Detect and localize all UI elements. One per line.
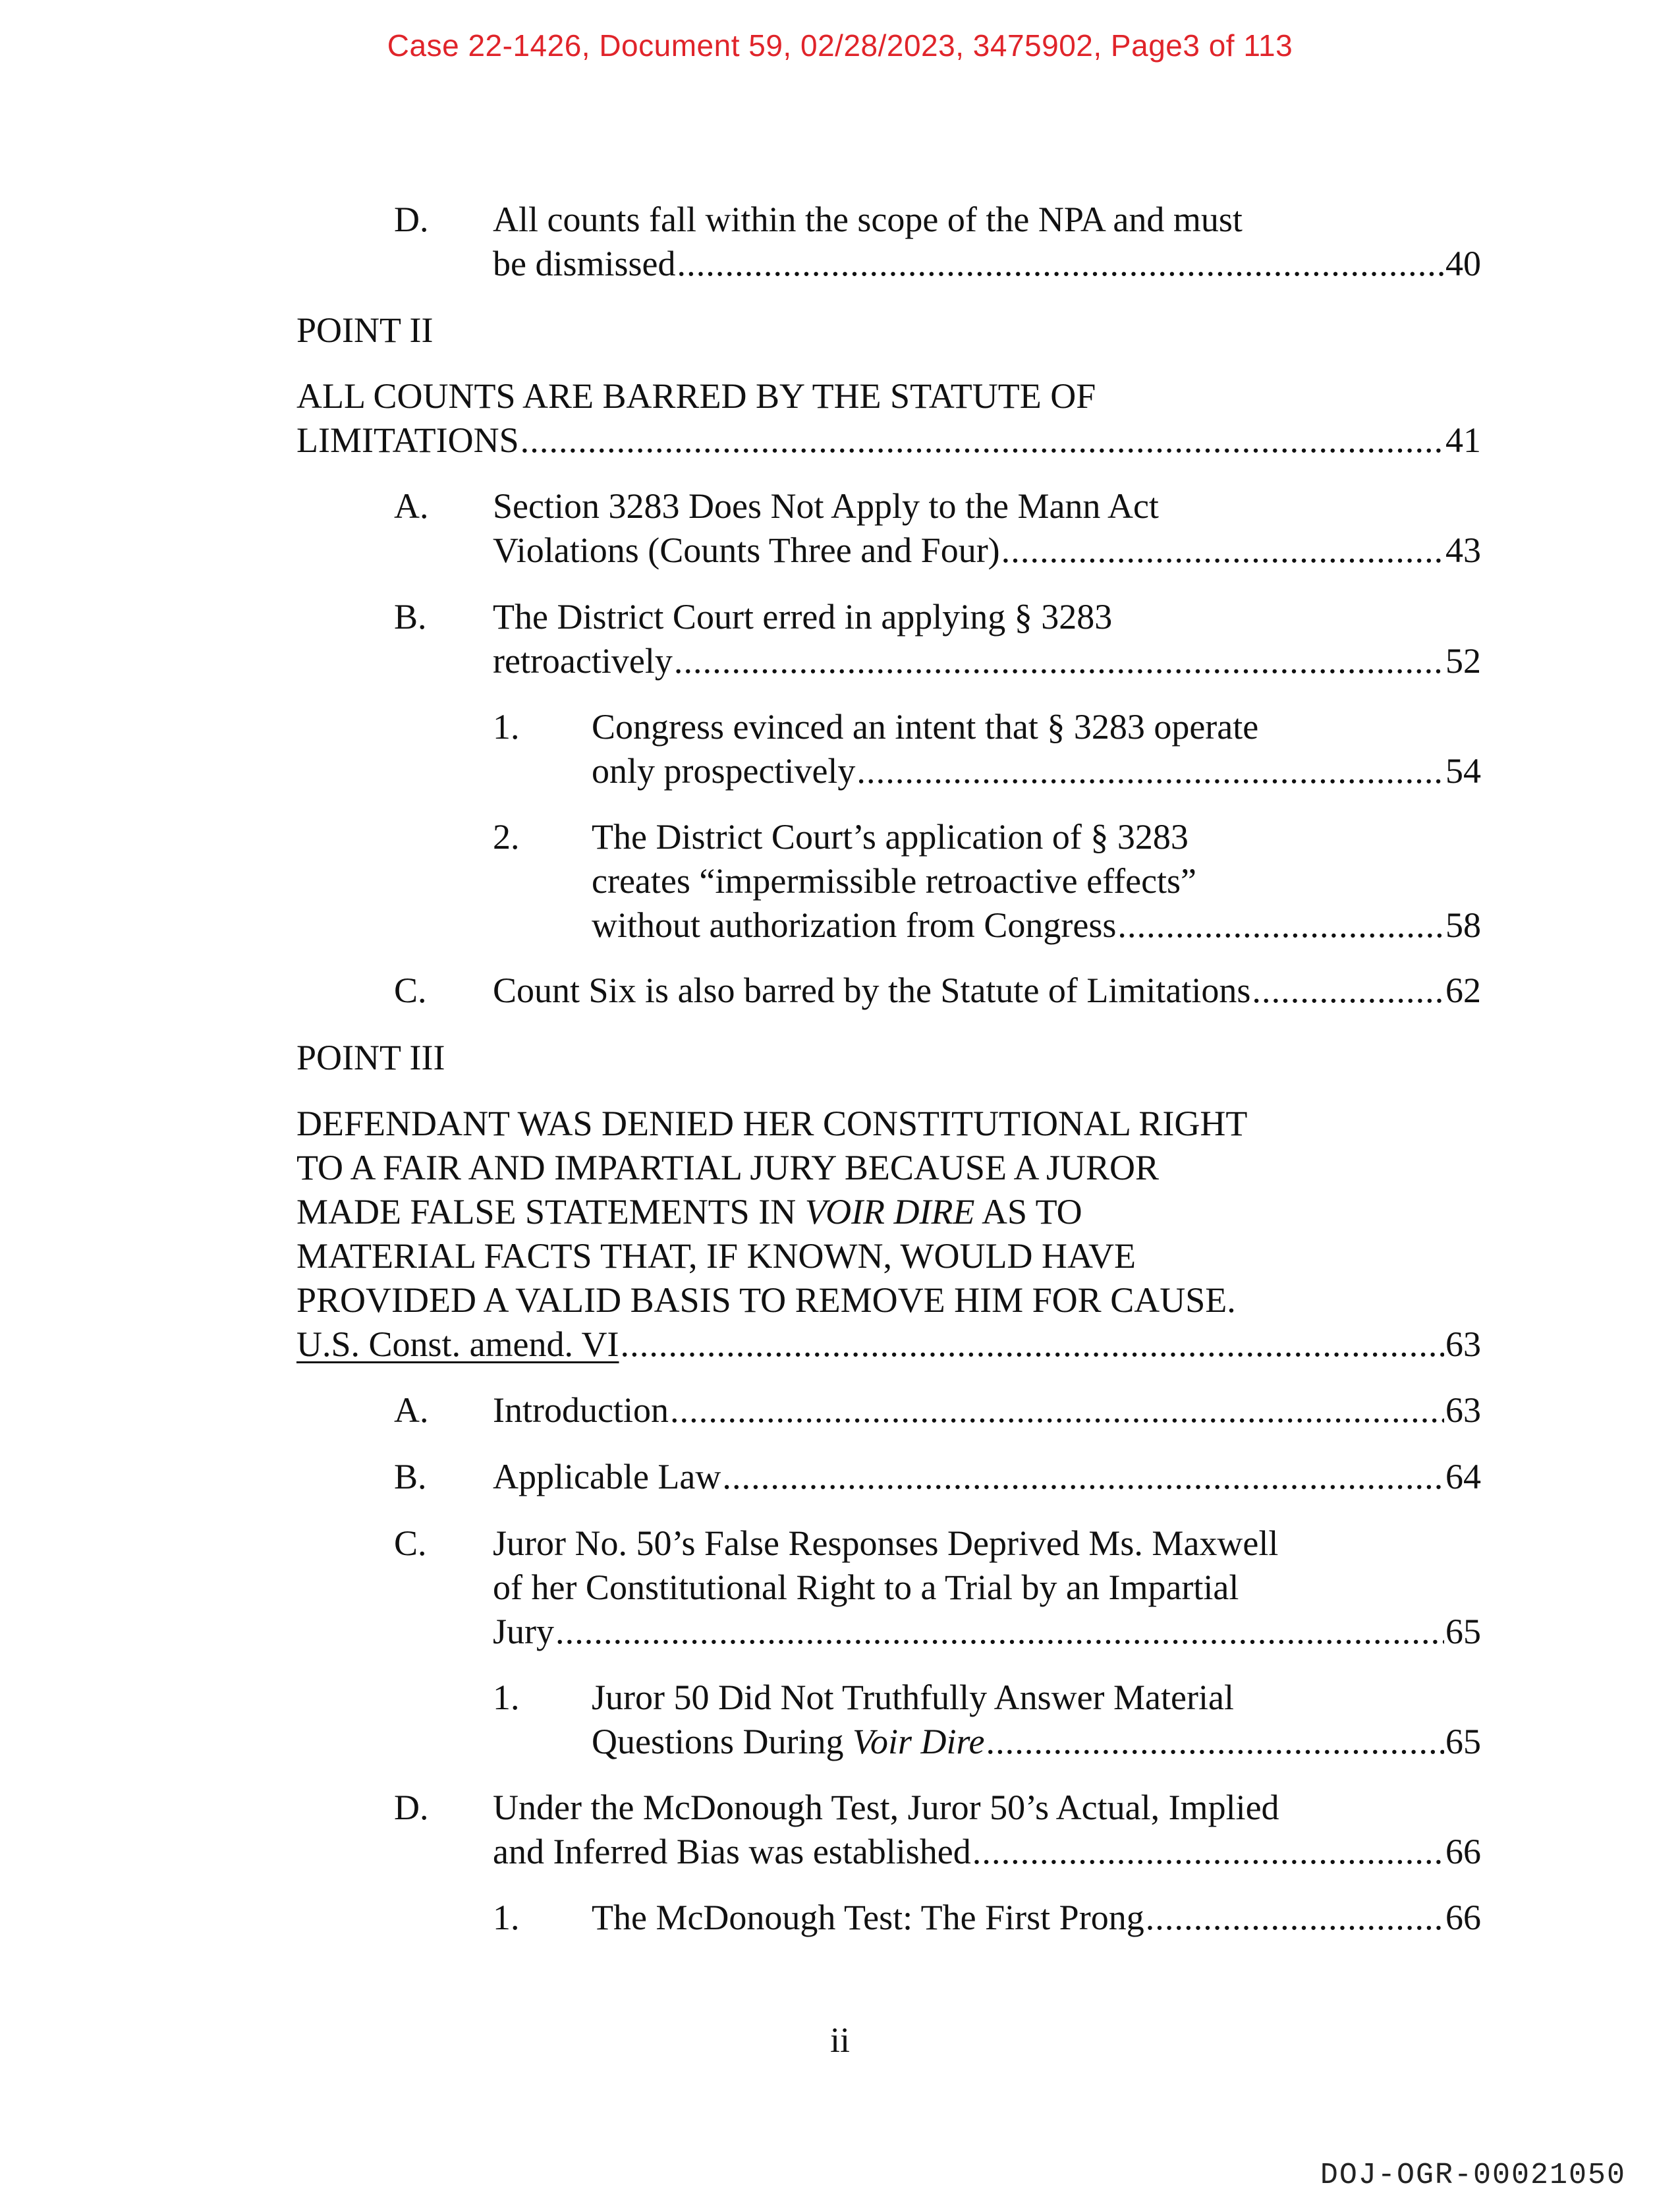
- toc-text: without authorization from Congress: [592, 905, 1117, 945]
- toc-text-italic: VOIR DIRE: [804, 1192, 975, 1232]
- toc-label: 1.: [493, 1898, 520, 1937]
- toc-text: Section 3283 Does Not Apply to the Mann Act: [493, 486, 1159, 526]
- toc-text: ALL COUNTS ARE BARRED BY THE STATUTE OF: [296, 376, 1096, 416]
- toc-text: Applicable Law: [493, 1457, 721, 1496]
- toc-text: All counts fall within the scope of the NPA and must: [493, 200, 1243, 239]
- dot-leader: [621, 1322, 1444, 1367]
- toc-page: 63: [1445, 1324, 1481, 1364]
- toc-label: C.: [394, 1523, 427, 1563]
- toc-text: Introduction: [493, 1390, 669, 1430]
- toc-label: 1.: [493, 707, 520, 747]
- toc-text: The District Court’s application of § 3283: [592, 817, 1189, 857]
- toc-text: Congress evinced an intent that § 3283 operate: [592, 707, 1259, 747]
- toc-label: B.: [394, 597, 427, 637]
- toc-page: 65: [1445, 1612, 1481, 1651]
- toc-text: Juror No. 50’s False Responses Deprived Ms. Maxwell: [493, 1523, 1279, 1563]
- toc-text: retroactively: [493, 641, 673, 681]
- toc-text: The District Court erred in applying § 3283: [493, 597, 1113, 637]
- toc-label: A.: [394, 486, 429, 526]
- toc-text: MATERIAL FACTS THAT, IF KNOWN, WOULD HAVE: [296, 1236, 1136, 1276]
- point-heading: POINT III: [296, 1038, 445, 1077]
- toc-text: only prospectively: [592, 751, 856, 791]
- toc-text: PROVIDED A VALID BASIS TO REMOVE HIM FOR CAUSE.: [296, 1280, 1236, 1320]
- bates-number: DOJ-OGR-00021050: [1320, 2159, 1626, 2192]
- toc-page: 62: [1445, 971, 1481, 1010]
- dot-leader: [677, 242, 1445, 286]
- toc-text: The McDonough Test: The First Prong: [592, 1898, 1144, 1937]
- citation: U.S. Const. amend. VI: [296, 1324, 619, 1364]
- toc-page: 40: [1445, 244, 1481, 283]
- toc-text: Jury: [493, 1612, 554, 1651]
- toc-page: 43: [1445, 530, 1481, 570]
- toc-text: of her Constitutional Right to a Trial by an Impartial: [493, 1568, 1239, 1607]
- dot-leader: [1117, 903, 1444, 948]
- toc-text: DEFENDANT WAS DENIED HER CONSTITUTIONAL RIGHT: [296, 1104, 1248, 1143]
- dot-leader: [555, 1610, 1444, 1654]
- toc-label: D.: [394, 1788, 429, 1827]
- toc-entry-point3[interactable]: [296, 1102, 1481, 1367]
- toc-label: C.: [394, 971, 427, 1010]
- toc-page: 54: [1445, 751, 1481, 791]
- dot-leader: [986, 1720, 1444, 1764]
- toc-text: AS TO: [974, 1192, 1082, 1232]
- toc-text: creates “impermissible retroactive effects”: [592, 861, 1197, 901]
- toc-page: 63: [1445, 1390, 1481, 1430]
- toc-label: D.: [394, 200, 429, 239]
- dot-leader: [1001, 528, 1444, 573]
- toc-text: LIMITATIONS: [296, 420, 519, 460]
- toc-text: Questions During: [592, 1722, 853, 1761]
- toc-label: 1.: [493, 1678, 520, 1717]
- toc-page: 64: [1445, 1457, 1481, 1496]
- toc-page: 52: [1445, 641, 1481, 681]
- toc-entry-point2[interactable]: [296, 374, 1481, 463]
- dot-leader: [722, 1455, 1444, 1499]
- toc-label: 2.: [493, 817, 520, 857]
- toc-text: TO A FAIR AND IMPARTIAL JURY BECAUSE A JUROR: [296, 1148, 1160, 1187]
- toc-page: 66: [1445, 1832, 1481, 1871]
- dot-leader: [972, 1830, 1444, 1874]
- toc-page: 66: [1445, 1898, 1481, 1937]
- toc-text: be dismissed: [493, 244, 676, 283]
- toc-label: B.: [394, 1457, 427, 1496]
- toc-text: Under the McDonough Test, Juror 50’s Actual, Implied: [493, 1788, 1279, 1827]
- dot-leader: [1252, 969, 1444, 1013]
- toc-text: MADE FALSE STATEMENTS IN: [296, 1192, 805, 1232]
- dot-leader: [670, 1388, 1444, 1432]
- dot-leader: [520, 418, 1444, 463]
- toc-page: 41: [1445, 420, 1481, 460]
- toc-text: Violations (Counts Three and Four): [493, 530, 1000, 570]
- dot-leader: [856, 749, 1444, 793]
- dot-leader: [1146, 1896, 1444, 1940]
- case-header: Case 22-1426, Document 59, 02/28/2023, 3475902, Page3 of 113: [387, 28, 1293, 63]
- toc-text-italic: Voir Dire: [852, 1722, 985, 1761]
- toc-page: 65: [1445, 1722, 1481, 1761]
- dot-leader: [674, 639, 1444, 683]
- toc-page: 58: [1445, 905, 1481, 945]
- toc-text: Count Six is also barred by the Statute of Limitations: [493, 971, 1251, 1010]
- point-heading: POINT II: [296, 310, 434, 350]
- toc-label: A.: [394, 1390, 429, 1430]
- toc-text: Juror 50 Did Not Truthfully Answer Material: [592, 1678, 1234, 1717]
- toc-text: and Inferred Bias was established: [493, 1832, 971, 1871]
- page-number: ii: [829, 2020, 850, 2060]
